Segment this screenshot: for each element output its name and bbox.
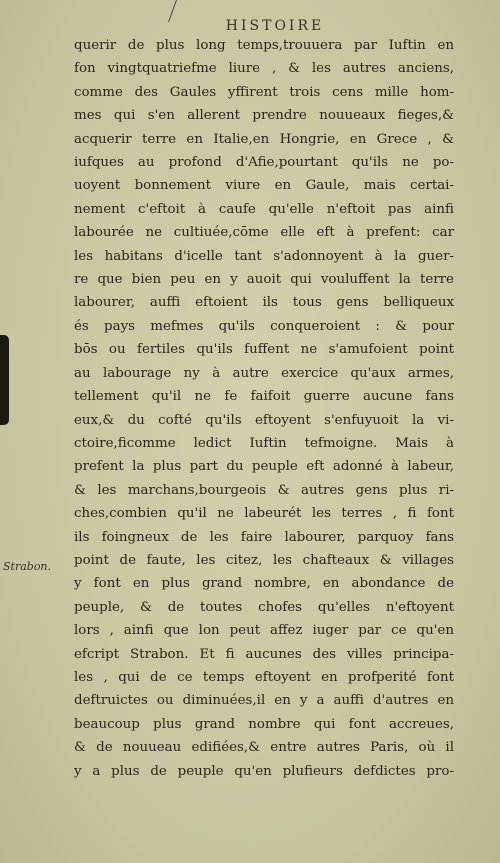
text-line: prefent la plus part du peuple eft adonné à labeur,: [74, 459, 454, 475]
text-line: point de faute, les citez, les chafteaux & villages: [74, 552, 454, 568]
text-line: ctoire,ficomme ledict Iuftin tefmoigne. Mais à: [74, 435, 454, 451]
text-line: efcript Strabon. Et fi aucunes des villes principa-: [74, 646, 454, 662]
margin-note-strabon: Strabon.: [3, 560, 52, 573]
text-line: labourée ne cultiuée,cōme elle eft à prefent: car: [74, 225, 454, 241]
text-line: comme des Gaules yffirent trois cens mille hom-: [74, 84, 454, 100]
text-line: eux,& du cofté qu'ils eftoyent s'enfuyuoit la vi-: [74, 412, 454, 428]
text-line: labourer, auffi eftoient ils tous gens belliqueux: [74, 295, 454, 311]
text-line: peuple, & de toutes chofes qu'elles n'eftoyent: [74, 599, 454, 615]
text-line: & de nouueau edifiées,& entre autres Paris, où il: [74, 740, 454, 756]
text-line: ils foingneux de les faire labourer, parquoy fans: [74, 529, 454, 545]
running-header: HISTOIRE: [225, 18, 325, 34]
text-line: les habitans d'icelle tant s'adonnoyent à la guer-: [74, 248, 454, 264]
text-line: iufques au profond d'Afie,pourtant qu'ils ne po-: [74, 155, 454, 171]
text-line: mes qui s'en allerent prendre nouueaux fieges,&: [74, 108, 454, 124]
text-line: uoyent bonnement viure en Gaule, mais certai-: [74, 178, 454, 194]
text-line: re que bien peu en y auoit qui vouluffent la terre: [74, 272, 454, 288]
text-line: lors , ainfi que lon peut affez iuger par ce qu'en: [74, 623, 454, 639]
text-line: y a plus de peuple qu'en plufieurs defdictes pro-: [74, 763, 454, 779]
text-line: deftruictes ou diminuées,il en y a auffi d'autres en: [74, 693, 454, 709]
text-line: & les marchans,bourgeois & autres gens plus ri-: [74, 482, 454, 498]
binding-shadow: [0, 335, 9, 425]
text-line: fon vingtquatriefme liure , & les autres anciens,: [74, 61, 454, 77]
text-line: bōs ou fertiles qu'ils fuffent ne s'amufoient point: [74, 342, 454, 358]
text-line: beaucoup plus grand nombre qui font accreues,: [74, 716, 454, 732]
text-line: ches,combien qu'il ne labeurét les terres , fi font: [74, 506, 454, 522]
text-line: les , qui de ce temps eftoyent en profperité font: [74, 669, 454, 685]
text-line: querir de plus long temps,trouuera par Iuftin en: [74, 38, 454, 53]
text-line: acquerir terre en Italie,en Hongrie, en Grece , &: [74, 131, 454, 147]
text-line: nement c'eftoit à caufe qu'elle n'eftoit pas ainfi: [74, 201, 454, 217]
text-line: és pays mefmes qu'ils conqueroient : & pour: [74, 318, 454, 334]
text-line: y font en plus grand nombre, en abondance de: [74, 576, 454, 592]
text-line: tellement qu'il ne fe faifoit guerre aucune fans: [74, 389, 454, 405]
text-line: au labourage ny à autre exercice qu'aux armes,: [74, 365, 454, 381]
page-tick-mark: [168, 0, 185, 22]
body-text: [74, 34, 454, 783]
